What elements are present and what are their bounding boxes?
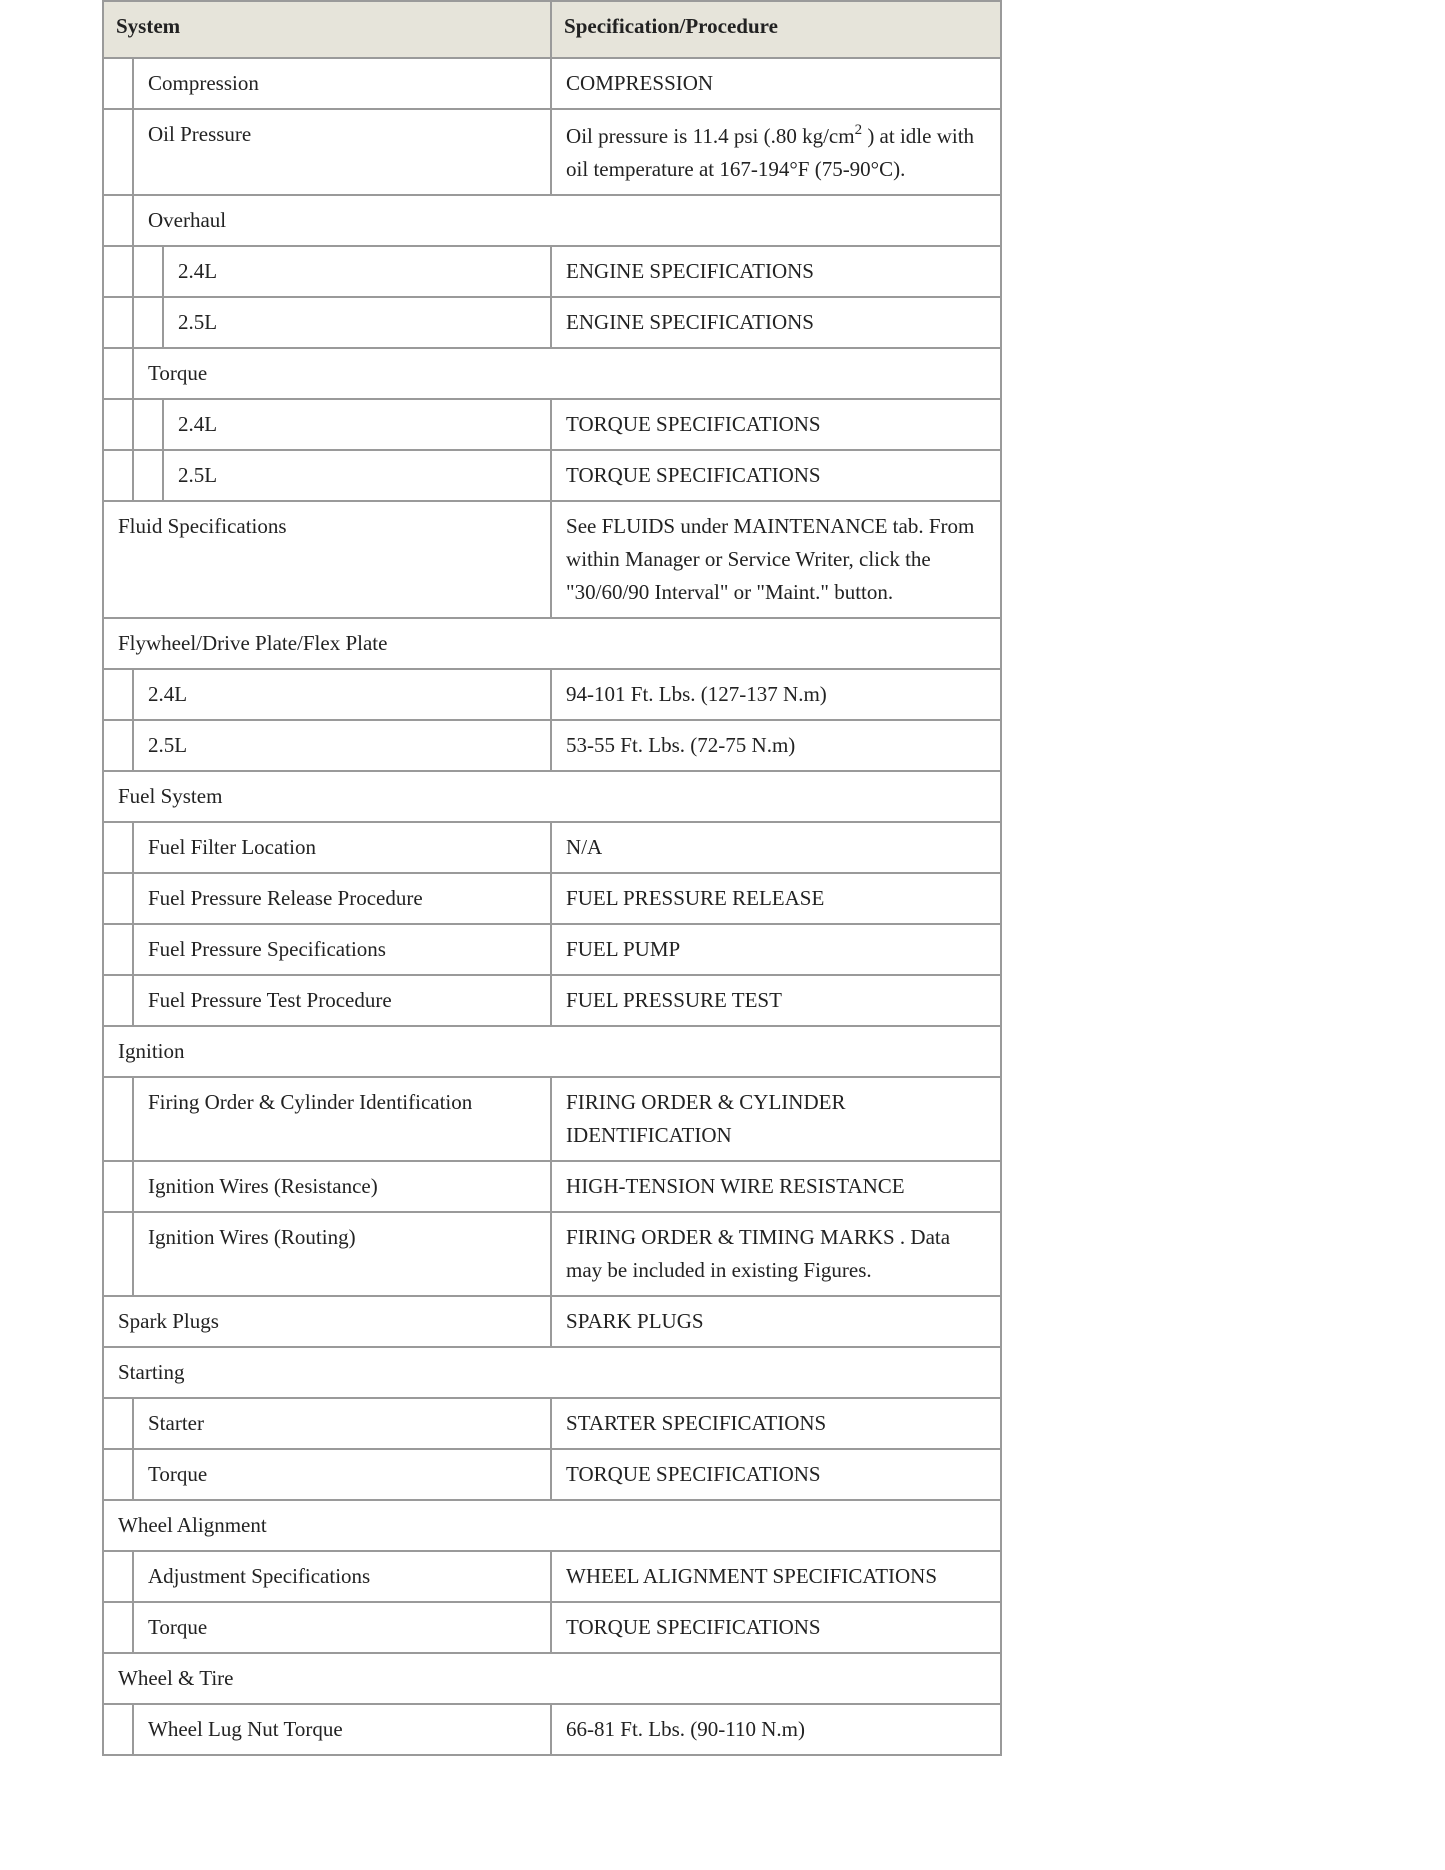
- value-link[interactable]: FUEL PRESSURE RELEASE: [566, 886, 825, 910]
- table-row: [103, 246, 1001, 297]
- row-label: [103, 1296, 551, 1347]
- table-row: [103, 1398, 1001, 1449]
- row-value: [551, 246, 1001, 297]
- section-text: Overhaul: [148, 208, 227, 232]
- indent-cell: [103, 1398, 133, 1449]
- value-link[interactable]: FUEL PUMP: [566, 937, 681, 961]
- row-label: [133, 1212, 551, 1296]
- label-text: 2.4L: [148, 682, 188, 706]
- table-row: [103, 1602, 1001, 1653]
- row-value: [551, 450, 1001, 501]
- row-label: [133, 924, 551, 975]
- row-value: [551, 1212, 1001, 1296]
- table-row: [103, 975, 1001, 1026]
- label-text: Fuel Pressure Release Procedure: [148, 886, 423, 910]
- value-text: 66-81 Ft. Lbs. (90-110 N.m): [566, 1717, 805, 1741]
- label-text: 2.5L: [178, 463, 218, 487]
- section-text: Wheel & Tire: [118, 1666, 234, 1690]
- table-row: [103, 1296, 1001, 1347]
- table-row: [103, 348, 1001, 399]
- row-value: [551, 1161, 1001, 1212]
- row-value: [551, 1449, 1001, 1500]
- table-row: [103, 1551, 1001, 1602]
- table-row: [103, 399, 1001, 450]
- table-row: [103, 720, 1001, 771]
- row-label: [163, 450, 551, 501]
- table-row: [103, 1347, 1001, 1398]
- row-label: [133, 1449, 551, 1500]
- table-row: [103, 822, 1001, 873]
- table-row: [103, 1500, 1001, 1551]
- value-link[interactable]: SPARK PLUGS: [566, 1309, 704, 1333]
- indent-cell: [133, 246, 163, 297]
- row-label: [133, 58, 551, 109]
- label-text: Torque: [148, 1462, 208, 1486]
- indent-cell: [103, 246, 133, 297]
- value-link[interactable]: TORQUE SPECIFICATIONS: [566, 1615, 821, 1639]
- row-value: [551, 399, 1001, 450]
- row-value: [551, 1296, 1001, 1347]
- section-label: [133, 348, 1001, 399]
- row-value: [551, 924, 1001, 975]
- section-label: [103, 618, 1001, 669]
- row-label: [133, 109, 551, 195]
- indent-cell: [103, 669, 133, 720]
- label-text: Ignition Wires (Resistance): [148, 1174, 378, 1198]
- header-row: [103, 1, 1001, 58]
- value-link[interactable]: FIRING ORDER & CYLINDER IDENTIFICATION: [566, 1090, 846, 1147]
- label-text: Ignition Wires (Routing): [148, 1225, 356, 1249]
- row-value: [551, 822, 1001, 873]
- row-label: [133, 873, 551, 924]
- row-value: [551, 501, 1001, 618]
- value-link[interactable]: ENGINE SPECIFICATIONS: [566, 310, 814, 334]
- table-row: [103, 1653, 1001, 1704]
- row-value: [551, 1602, 1001, 1653]
- value-text: [552, 110, 1000, 194]
- row-value: [551, 1551, 1001, 1602]
- row-label: [133, 669, 551, 720]
- row-value: [551, 1704, 1001, 1755]
- label-text: Wheel Lug Nut Torque: [148, 1717, 343, 1741]
- oil-pressure-text: Oil pressure is 11.4 psi (.80 kg/cm: [566, 124, 855, 148]
- section-text: Fuel System: [118, 784, 223, 808]
- value-link[interactable]: ENGINE SPECIFICATIONS: [566, 259, 814, 283]
- row-value: [551, 720, 1001, 771]
- superscript: 2: [854, 122, 863, 138]
- table-row: [103, 1704, 1001, 1755]
- label-text: Fuel Filter Location: [148, 835, 316, 859]
- section-text: Wheel Alignment: [118, 1513, 267, 1537]
- row-label: [133, 1161, 551, 1212]
- label-text: 2.4L: [178, 259, 218, 283]
- label-text: Adjustment Specifications: [148, 1564, 371, 1588]
- value-link[interactable]: HIGH-TENSION WIRE RESISTANCE: [566, 1174, 905, 1198]
- value-text: 53-55 Ft. Lbs. (72-75 N.m): [566, 733, 796, 757]
- row-label: [133, 1398, 551, 1449]
- row-label: [103, 501, 551, 618]
- table-row: [103, 1161, 1001, 1212]
- table-row: [103, 450, 1001, 501]
- table-row: [103, 501, 1001, 618]
- label-text: 2.4L: [178, 412, 218, 436]
- label-text: Fuel Pressure Test Procedure: [148, 988, 392, 1012]
- indent-cell: [133, 297, 163, 348]
- table-row: [103, 297, 1001, 348]
- indent-cell: [103, 1212, 133, 1296]
- label-text: Compression: [148, 71, 259, 95]
- indent-cell: [103, 195, 133, 246]
- section-text: Ignition: [118, 1039, 185, 1063]
- row-value: [551, 109, 1001, 195]
- value-text: N/A: [566, 835, 603, 859]
- indent-cell: [103, 873, 133, 924]
- row-label: [163, 399, 551, 450]
- table-row: [103, 1449, 1001, 1500]
- row-value: [551, 1077, 1001, 1161]
- label-text: 2.5L: [178, 310, 218, 334]
- indent-cell: [103, 297, 133, 348]
- value-link[interactable]: FIRING ORDER & TIMING MARKS . Data may be included in existing Figures.: [566, 1225, 951, 1282]
- section-text: Flywheel/Drive Plate/Flex Plate: [118, 631, 388, 655]
- section-label: [103, 1026, 1001, 1077]
- indent-cell: [103, 1077, 133, 1161]
- indent-cell: [103, 109, 133, 195]
- indent-cell: [103, 1449, 133, 1500]
- indent-cell: [103, 1704, 133, 1755]
- header-spec: Specification/Procedure: [551, 1, 1001, 58]
- table-row: [103, 1212, 1001, 1296]
- table-row: [103, 771, 1001, 822]
- row-label: [133, 1602, 551, 1653]
- row-label: [133, 822, 551, 873]
- spec-table: [102, 0, 1002, 1756]
- value-link[interactable]: TORQUE SPECIFICATIONS: [566, 1462, 821, 1486]
- indent-cell: [103, 58, 133, 109]
- section-label: [103, 1500, 1001, 1551]
- table-row: [103, 873, 1001, 924]
- indent-cell: [103, 348, 133, 399]
- indent-cell: [103, 450, 133, 501]
- table-row: [103, 1077, 1001, 1161]
- table-row: [103, 109, 1001, 195]
- row-label: [133, 1077, 551, 1161]
- label-text: Firing Order & Cylinder Identification: [148, 1090, 473, 1114]
- indent-cell: [103, 1602, 133, 1653]
- indent-cell: [133, 450, 163, 501]
- indent-cell: [103, 924, 133, 975]
- label-text: Oil Pressure: [148, 122, 252, 146]
- value-text: 94-101 Ft. Lbs. (127-137 N.m): [566, 682, 827, 706]
- section-text: Starting: [118, 1360, 185, 1384]
- row-label: [163, 246, 551, 297]
- label-text: Fluid Specifications: [118, 514, 287, 538]
- value-link[interactable]: TORQUE SPECIFICATIONS: [566, 412, 821, 436]
- value-link[interactable]: FUEL PRESSURE TEST: [566, 988, 782, 1012]
- section-label: [133, 195, 1001, 246]
- table-row: [103, 618, 1001, 669]
- table-row: [103, 1026, 1001, 1077]
- value-link[interactable]: TORQUE SPECIFICATIONS: [566, 463, 821, 487]
- table-row: [103, 58, 1001, 109]
- section-label: [103, 1653, 1001, 1704]
- row-label: [133, 1704, 551, 1755]
- table-row: [103, 669, 1001, 720]
- label-text: 2.5L: [148, 733, 188, 757]
- label-text: Spark Plugs: [118, 1309, 219, 1333]
- value-link[interactable]: COMPRESSION: [566, 71, 714, 95]
- label-text: Fuel Pressure Specifications: [148, 937, 386, 961]
- indent-cell: [103, 399, 133, 450]
- row-label: [163, 297, 551, 348]
- section-label: [103, 771, 1001, 822]
- row-label: [133, 1551, 551, 1602]
- row-value: [551, 975, 1001, 1026]
- value-link[interactable]: STARTER SPECIFICATIONS: [566, 1411, 827, 1435]
- row-value: [551, 297, 1001, 348]
- indent-cell: [103, 1161, 133, 1212]
- row-value: [551, 1398, 1001, 1449]
- row-label: [133, 720, 551, 771]
- table-row: [103, 195, 1001, 246]
- oil-pressure-text-cont: ) at idle with oil temperature at 167-194°F (75-90°C).: [566, 124, 975, 181]
- label-text: Torque: [148, 1615, 208, 1639]
- indent-cell: [103, 975, 133, 1026]
- indent-cell: [103, 1551, 133, 1602]
- row-value: [551, 873, 1001, 924]
- section-text: Torque: [148, 361, 208, 385]
- row-label: [133, 975, 551, 1026]
- label-text: Starter: [148, 1411, 204, 1435]
- table-row: [103, 924, 1001, 975]
- indent-cell: [133, 399, 163, 450]
- indent-cell: [103, 720, 133, 771]
- row-value: [551, 58, 1001, 109]
- section-label: [103, 1347, 1001, 1398]
- row-value: [551, 669, 1001, 720]
- value-link[interactable]: WHEEL ALIGNMENT SPECIFICATIONS: [566, 1564, 938, 1588]
- value-text: See FLUIDS under MAINTENANCE tab. From within Manager or Service Writer, click the "30/60/90 Interval" or "Maint." button.: [566, 514, 975, 604]
- header-system: System: [103, 1, 551, 58]
- indent-cell: [103, 822, 133, 873]
